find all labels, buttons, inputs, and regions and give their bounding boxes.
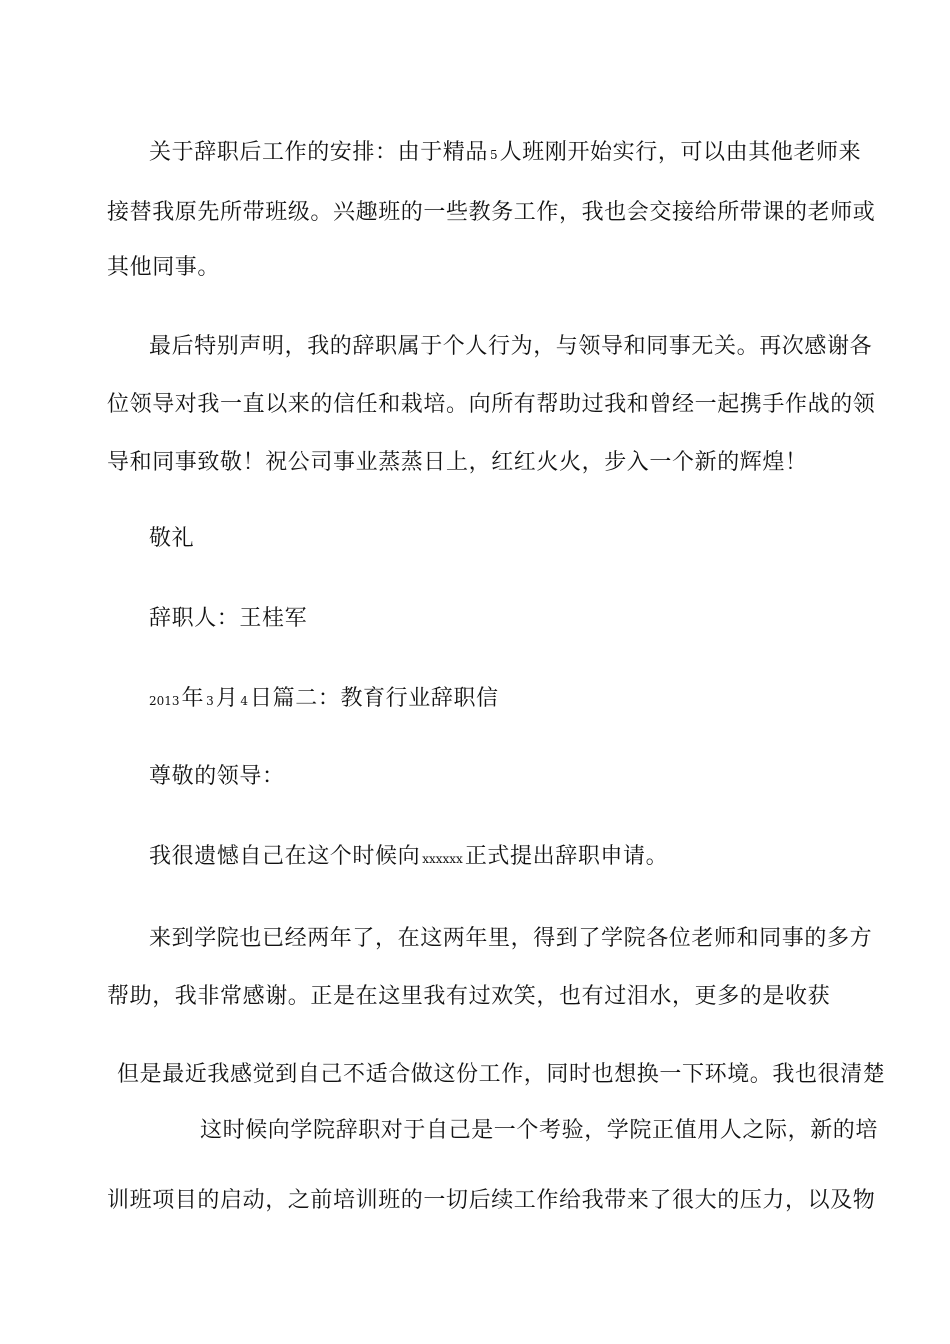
paragraph-1-line-1: 关于辞职后工作的安排：由于精品 5人班刚开始实行，可以由其他老师来 bbox=[149, 140, 862, 165]
paragraph-2-line-2: 位领导对我一直以来的信任和栽培。向所有帮助过我和曾经一起携手作战的领 bbox=[107, 392, 876, 417]
signature-line: 辞职人：王桂军 bbox=[149, 606, 308, 631]
paragraph-1-line-3: 其他同事。 bbox=[107, 255, 221, 280]
paragraph-4-line-2: 帮助，我非常感谢。正是在这里我有过欢笑，也有过泪水，更多的是收获 bbox=[107, 984, 831, 1009]
paragraph-5-line-1: 但是最近我感觉到自己不适合做这份工作，同时也想换一下环境。我也很清楚 bbox=[117, 1062, 886, 1087]
date-day: 4 bbox=[240, 694, 249, 708]
paragraph-4-line-1: 来到学院也已经两年了，在这两年里，得到了学院各位老师和同事的多方 bbox=[149, 926, 873, 951]
paragraph-2-line-3: 导和同事致敬！祝公司事业蒸蒸日上，红红火火，步入一个新的辉煌！ bbox=[107, 450, 808, 475]
paragraph-5-line-2: 这时候向学院辞职对于自己是一个考验，学院正值用人之际，新的培 bbox=[200, 1118, 879, 1143]
paragraph-3-line-1: 我很遗憾自己在这个时候向 xxxxxx正式提出辞职申请。 bbox=[149, 844, 669, 869]
date-month: 3 bbox=[206, 694, 214, 708]
paragraph-2-line-1: 最后特别声明，我的辞职属于个人行为，与领导和同事无关。再次感谢各 bbox=[149, 334, 873, 359]
salutation-line: 尊敬的领导： bbox=[149, 764, 285, 789]
date-year: 2013 bbox=[149, 694, 180, 708]
class-size-number: 5 bbox=[490, 148, 498, 162]
recipient-placeholder: xxxxxx bbox=[422, 852, 463, 866]
paragraph-5-line-3: 训班项目的启动，之前培训班的一切后续工作给我带来了很大的压力，以及物 bbox=[107, 1188, 876, 1213]
closing-line: 敬礼 bbox=[149, 526, 195, 551]
paragraph-1-line-2: 接替我原先所带班级。兴趣班的一些教务工作，我也会交接给所带课的老师或 bbox=[107, 200, 876, 225]
date-heading-line: 2013年 3月 4日篇二：教育行业辞职信 bbox=[149, 686, 499, 711]
